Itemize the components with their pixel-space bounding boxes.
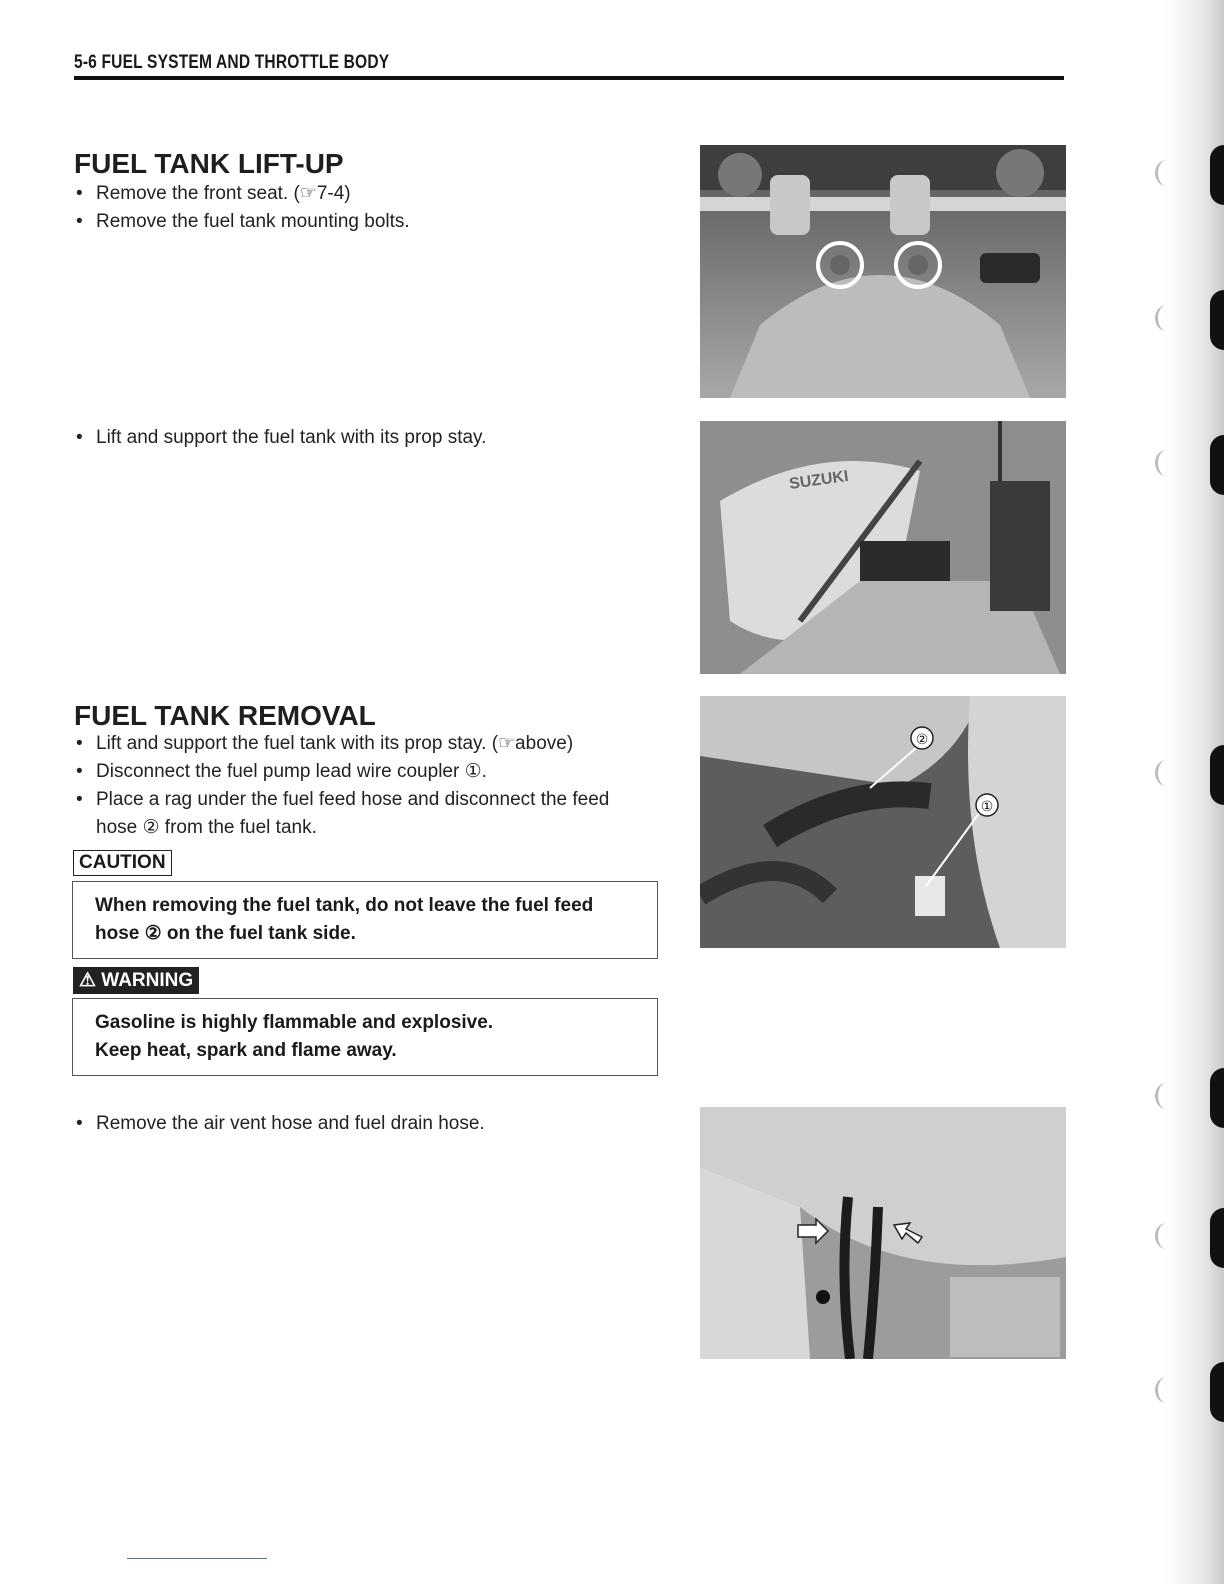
- step-remove-mounting-bolts: • Remove the fuel tank mounting bolts.: [76, 211, 410, 232]
- step-disconnect-coupler: • Disconnect the fuel pump lead wire coupler ①.: [76, 761, 487, 782]
- step-place-rag-continued: hose ② from the fuel tank.: [96, 817, 317, 838]
- callout-1: ①: [980, 799, 994, 815]
- photo-vent-drain-hoses: [700, 1107, 1066, 1359]
- index-tab: [1210, 1362, 1224, 1422]
- warning-line-2: Keep heat, spark and flame away.: [95, 1040, 397, 1061]
- index-tab: [1210, 435, 1224, 495]
- caution-box: [72, 881, 658, 959]
- footer-rule: [127, 1558, 267, 1559]
- warning-label: ⚠ WARNING: [73, 967, 199, 994]
- step-lift-support-tank: • Lift and support the fuel tank with its prop stay.: [76, 427, 487, 448]
- index-tab: [1210, 290, 1224, 350]
- binder-ring-mark: [1155, 450, 1178, 476]
- photo-tank-lifted: [700, 421, 1066, 674]
- index-tab: [1210, 145, 1224, 205]
- photo-brand-text: SUZUKI: [788, 467, 850, 493]
- heading-fuel-tank-lift-up: FUEL TANK LIFT-UP: [74, 148, 344, 179]
- caution-label: CAUTION: [73, 850, 172, 876]
- binder-ring-mark: [1155, 1083, 1178, 1109]
- binder-ring-mark: [1155, 1377, 1178, 1403]
- binder-ring-mark: [1155, 160, 1178, 186]
- step-remove-front-seat: • Remove the front seat. (☞7-4): [76, 183, 351, 204]
- header-title: 5-6 FUEL SYSTEM AND THROTTLE BODY: [74, 52, 390, 73]
- callout-2: ②: [915, 732, 929, 748]
- index-tab: [1210, 745, 1224, 805]
- step-lift-prop-stay: • Lift and support the fuel tank with its prop stay. (☞above): [76, 733, 574, 754]
- caution-text: When removing the fuel tank, do not leave the fuel feed hose ② on the fuel tank side.: [95, 895, 594, 944]
- photo-mounting-bolts: [700, 145, 1066, 398]
- step-place-rag: • Place a rag under the fuel feed hose and disconnect the feed: [76, 789, 610, 810]
- warning-line-1: Gasoline is highly flammable and explosive.: [95, 1012, 494, 1033]
- step-remove-vent-drain-hose: • Remove the air vent hose and fuel drain hose.: [76, 1113, 485, 1134]
- index-tab: [1210, 1068, 1224, 1128]
- index-tab: [1210, 1208, 1224, 1268]
- binder-ring-mark: [1155, 1223, 1178, 1249]
- binder-ring-mark: [1155, 305, 1178, 331]
- heading-fuel-tank-removal: FUEL TANK REMOVAL: [74, 700, 376, 731]
- photo-coupler-feed-hose: [700, 696, 1066, 948]
- binder-ring-mark: [1155, 760, 1178, 786]
- warning-box: [72, 998, 658, 1076]
- header-rule: [74, 76, 1064, 80]
